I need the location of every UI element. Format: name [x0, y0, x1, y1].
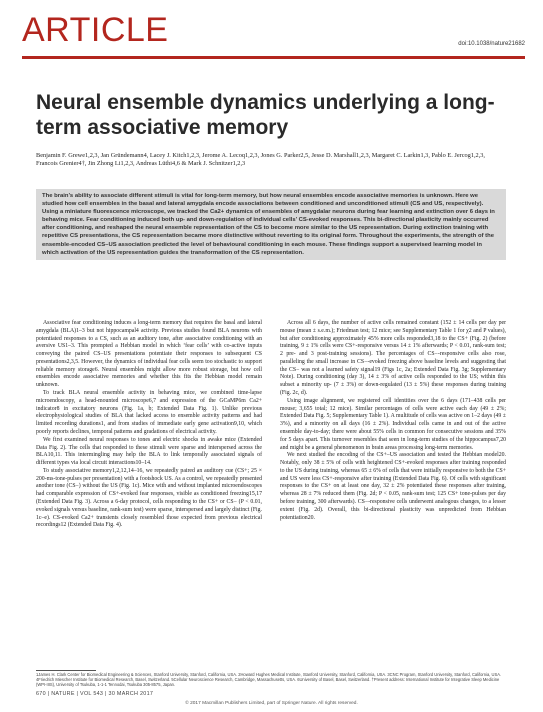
paragraph: We first examined neural responses to tones and electric shocks in awake mice (Extended Data Fig. 2). The cells that responded to these stimuli were sparse and interspersed across the BLA10,11. This intermingling may help the BLA to link temporally associated signals of different types via local circuit interactions10–14. — [36, 436, 262, 467]
paragraph: To track BLA neural ensemble activity in behaving mice, we combined time-lapse microendoscopy, a head-mounted microscope6,7 and expression of the GCaMP6m Ca2+ indicator8 in excitatory neurons (Fig. 1a, b; Extended Data Fig. 1). Unlike previous electrophysiological studies of BLA that lacked access to ensemble activity patterns and had limited recording durations1, and from studies of immediate early gene activation9,10, which poorly reports declines, temporal patterns and gradations of electrical activity. — [36, 390, 262, 435]
author-list: Benjamin F. Grewe1,2,3, Jan Gründemann4, Lacey J. Kitch1,2,3, Jerome A. Lecoq1,2,3, Jones G. Parker2,5, Jesse D. Marshall1,2,3, Margaret C. Larkin1,3, Pablo E. Jercog1,2,3, Francois Grenier4†, Jin Zhong Li1,2,3, Andreas Lüthi4,6 & Mark J. Schnitzer1,2,3 — [36, 152, 485, 168]
paragraph: We next studied the encoding of the CS+–US association and tested the Hebbian model20. Notably, only 38 ± 5% of cells with heightened CS+-evoked responses after training responded to the US during training, whereas 65 ± 6% of cells that were initially responsive to both the CS+ and US were less CS+-responsive after training (Extended Data Fig. 6). Of cells with significant responses to the CS+ on at least one day, 32 ± 2% potentiated these responses after training, whereas 28 ± 7% reduced them (Fig. 2d; P < 0.05, rank-sum test; 125 CS+ tone-pulses per day before training, 300 afterwards). CS−-responsive cells underwent analogous changes, to a lesser extent (Fig. 2d). Overall, this bi-directional plasticity was unpredicted from Hebbian potentiation20. — [280, 452, 506, 521]
right-column — [280, 320, 506, 664]
article-title: Neural ensemble dynamics underlying a long-term associative memory — [36, 91, 495, 139]
doi-link[interactable]: doi:10.1038/nature21682 — [458, 41, 525, 47]
paragraph: To study associative memory1,2,12,14–16, we repeatedly paired an auditory cue (CS+; 25 × 200-ms-tone-pulses per presentation) with a footshock US. As a control, we repeatedly presented another tone (CS−) without the US (Fig. 1c). Mice with and without implanted microendoscopes had comparable expression of CS+-evoked fear responses, visible as conditioned freezing15,17 (Extended Data Fig. 3). Across a 6-day protocol, cells responding to the CS+ or CS− (P < 0.01, evoked signals versus baseline, rank-sum test) were sparse, interspersed and largely distinct (Fig. 1c–e). CS-evoked Ca2+ transients closely resembled those expected from previous electrical recordings12 (Extended Data Fig. 4). — [36, 467, 262, 529]
header-rule — [22, 56, 525, 59]
body-text — [36, 320, 506, 664]
left-column — [36, 320, 262, 664]
abstract: The brain’s ability to associate different stimuli is vital for long-term memory, but how neural ensembles encode associative memories is unknown. Here we studied how cell ensembles in the basal and lateral amygdala encode associations between conditioned and unconditioned stimuli (CS and US, respectively). Using a miniature fluorescence microscope, we tracked the Ca2+ dynamics of ensembles of amygdalar neurons during fear learning and extinction over 6 days in behaving mice. Fear conditioning induced both up- and down-regulation of individual cells’ CS-evoked responses. This bi-directional plasticity mainly occurred after conditioning, and reshaped the neural ensemble representation of the CS to become more similar to the US representation. During extinction training with repetitive CS presentations, the CS representation became more distinctive without reverting to its original form. Throughout the experiments, the strength of the ensemble-encoded CS–US association predicted the level of behavioural conditioning in each mouse. These findings support a supervised learning model in which activation of the US representation guides the transformation of the CS representation. — [36, 189, 506, 260]
section-label: ARTICLE — [22, 11, 169, 49]
paragraph: Across all 6 days, the number of active cells remained constant (152 ± 14 cells per day per mouse (mean ± s.e.m.); Friedman test; 12 mice; see Supplementary Table 1 for χ2 and P values), but after conditioning approximately 45% more cells responded3,18 to the CS+ (Fig. 2) (before training, 9 ± 1% cells were CS+-responsive versus 14 ± 1% afterwards; P < 0.01, rank-sum test; 2 pre- and 3 post-training sessions). The percentages of CS−-responsive cells also rose, paralleling the small increase in CS−-evoked freezing above baseline levels and suggesting that the CS− was not a learned safety signal19 (Figs 1c, 2a; Extended Data Fig. 3g; Supplementary Note). During conditioning (day 3), 14 ± 3% of active cells responded to the US; within this subset a minority up- (7 ± 3%) or down-regulated (13 ± 5%) these responses during training (Fig. 2c, d). — [280, 320, 506, 397]
paragraph: Associative fear conditioning induces a long-term memory that requires the basal and lateral amygdala (BLA)1–3 but not hippocampal4 activity. Previous studies found BLA neurons with potentiated responses to a CS, such as an auditory tone, after associative conditioning with an aversive US1–3. This prompted a Hebbian model in which ‘fear cells’ with co-active inputs conveying the paired CS–US presentations potentiate their responses to subsequent CS presentations2,3,5. However, the dynamics of individual fear cells seem too stochastic to support reliable memory storage6. Neural ensembles might allow more robust storage, but how cell ensembles encode associative memories and whether this fits the Hebbian model remain unknown. — [36, 320, 262, 389]
article-header — [22, 8, 525, 56]
affiliations-footnote: 1James H. Clark Center for Biomedical Engineering & Sciences, Stanford University, Stanford, California, USA. 2Howard Hughes Medical Institute, Stanford University, Stanford, California, USA. 3CNC Program, Stanford University, Stanford, California, USA. 4Friedrich Miescher Institute for Biomedical Research, Basel, Switzerland. 5Cellular Neuroscience Research, Cambridge, Massachusetts, USA. 6University of Basel, Basel, Switzerland. †Present address: International Institute for Integrative Sleep Medicine (WPI-IIIS), University of Tsukuba, 1-1-1 Tennodai, Tsukuba 305-8575, Japan. — [36, 672, 502, 688]
page-citation: 670 | NATURE | VOL 543 | 30 MARCH 2017 — [36, 691, 154, 697]
copyright-notice: © 2017 Macmillan Publishers Limited, part of Springer Nature. All rights reserved. — [185, 701, 358, 706]
footnote-rule — [36, 670, 96, 671]
paragraph: Using image alignment, we registered cell identities over the 6 days (171–438 cells per mouse; 3,655 total; 12 mice). Similar percentages of cells were active each day (49 ± 2%; Extended Data Fig. 5; Supplementary Table 1). A multitude of cells was active on 1–2 days (49 ± 3%), and a minority on all days (16 ± 2%). Individual cells came in and out of the active ensemble day-to-day; there were about 55% cells in common for consecutive sessions and 35% for 5 days apart. This turnover resembles that seen in long-term studies of the hippocampus7,20 and might be a general phenomenon in brain areas processing long-term memories. — [280, 397, 506, 451]
